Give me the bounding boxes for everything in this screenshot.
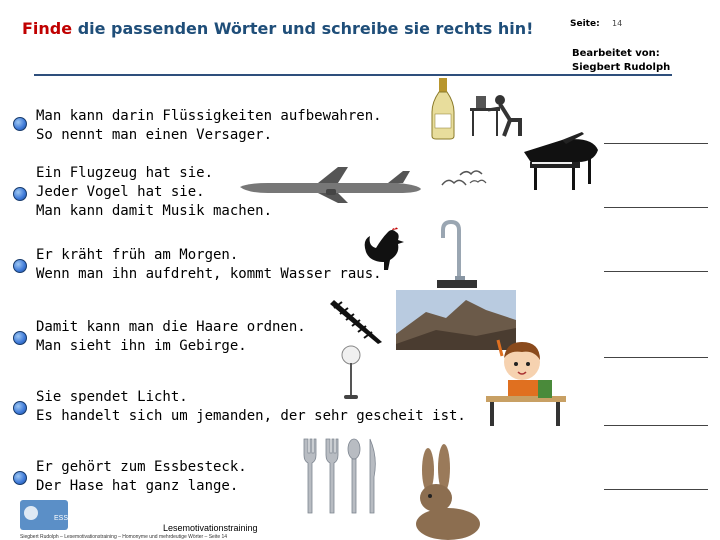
question-bullet [13, 471, 27, 485]
question-line: Er kräht früh am Morgen. [36, 247, 239, 263]
question-line: Man sieht ihn im Gebirge. [36, 338, 247, 354]
edited-by-label: Bearbeitet von: [572, 48, 660, 59]
answer-blank-6[interactable] [604, 489, 708, 490]
question-1 [36, 107, 382, 145]
question-line: Der Hase hat ganz lange. [36, 478, 239, 494]
question-line: Wenn man ihn aufdreht, kommt Wasser raus. [36, 266, 382, 282]
title-text: die passenden Wörter und schreibe sie rechts hin! [77, 19, 534, 38]
question-bullet [13, 331, 27, 345]
birds-icon [440, 165, 490, 191]
edited-by [572, 47, 670, 75]
question-line: Es handelt sich um jemanden, der sehr gescheit ist. [36, 408, 466, 424]
question-line: Ein Flugzeug hat sie. [36, 165, 214, 181]
comb-icon [326, 296, 386, 346]
page-number: 14 [612, 19, 623, 28]
question-line: Er gehört zum Essbesteck. [36, 459, 247, 475]
rabbit-icon [392, 440, 492, 540]
footer-path: Siegbert Rudolph – Lesemotivationstraining – Homonyme und mehrdeutige Wörter – Seite 14 [20, 534, 228, 540]
question-line: Man kann damit Musik machen. [36, 203, 273, 219]
question-line: Sie spendet Licht. [36, 389, 188, 405]
question-bullet [13, 401, 27, 415]
question-bullet [13, 117, 27, 131]
tired-person-at-desk-icon [470, 90, 530, 138]
question-bullet [13, 259, 27, 273]
question-line: Damit kann man die Haare ordnen. [36, 319, 306, 335]
header-divider [34, 74, 672, 76]
footer-title: Lesemotivationstraining [163, 523, 258, 533]
bottle-icon [428, 78, 458, 140]
question-2 [36, 164, 272, 221]
question-4 [36, 318, 306, 356]
title-highlight: Finde [22, 19, 73, 38]
question-bullet [13, 187, 27, 201]
faucet-icon [437, 218, 477, 288]
question-5 [36, 388, 466, 426]
answer-blank-2[interactable] [604, 207, 708, 208]
airplane-icon [238, 165, 423, 205]
boy-at-desk-icon [486, 336, 566, 428]
logo-text: ESSBOCK [54, 515, 88, 522]
question-line: So nennt man einen Versager. [36, 127, 273, 143]
answer-blank-1[interactable] [604, 143, 708, 144]
question-line: Jeder Vogel hat sie. [36, 184, 205, 200]
answer-blank-4[interactable] [604, 357, 708, 358]
question-line: Man kann darin Flüssigkeiten aufbewahren. [36, 108, 382, 124]
page-label: Seite: [570, 19, 600, 29]
grand-piano-icon [522, 132, 602, 192]
rooster-icon [360, 226, 406, 272]
page-title [22, 19, 533, 38]
cutlery-icon [298, 437, 382, 517]
answer-blank-5[interactable] [604, 425, 708, 426]
question-6 [36, 458, 247, 496]
answer-blank-3[interactable] [604, 271, 708, 272]
question-3 [36, 246, 382, 284]
edited-by-name: Siegbert Rudolph [572, 62, 671, 73]
lamp-icon [338, 345, 364, 401]
